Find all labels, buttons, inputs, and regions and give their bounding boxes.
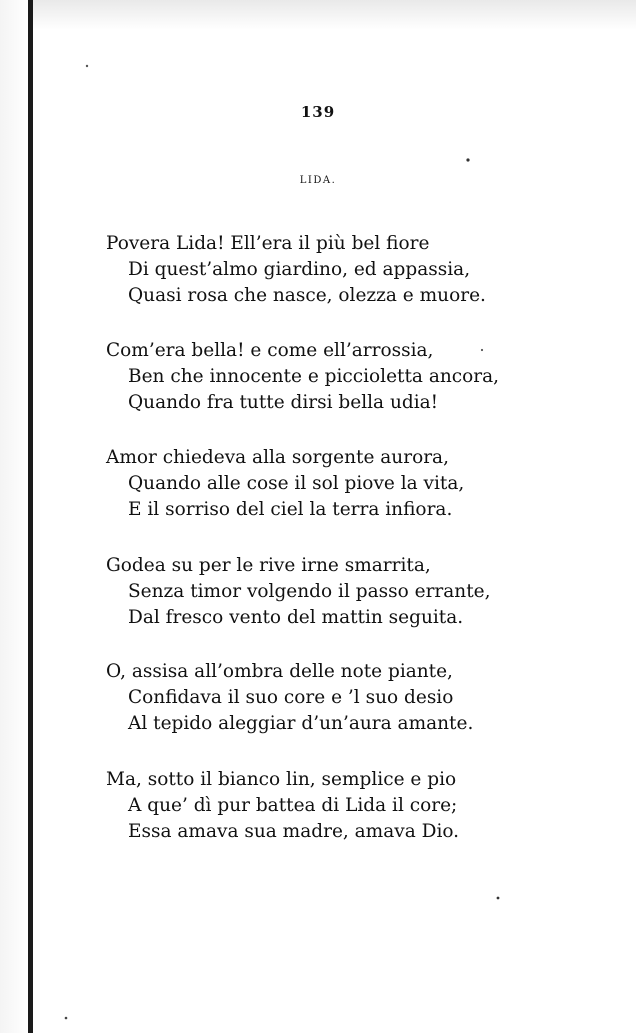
poem-line: O, assisa all’ombra delle note piante, bbox=[106, 661, 453, 682]
poem-line: Ma, sotto il bianco lin, semplice e pio bbox=[106, 769, 457, 790]
poem-line: Godea su per le rive irne smarrita, bbox=[106, 555, 431, 576]
poem-line: Amor chiedeva alla sorgente aurora, bbox=[106, 447, 449, 468]
paper-speck bbox=[466, 158, 469, 161]
poem-line: Com’era bella! e come ell’arrossia, bbox=[106, 340, 434, 361]
paper-speck bbox=[481, 349, 483, 351]
poem-line: Quasi rosa che nasce, olezza e muore. bbox=[128, 285, 486, 306]
poem-line: Ben che innocente e piccioletta ancora, bbox=[128, 366, 500, 387]
poem-title: LIDA. bbox=[299, 175, 337, 186]
poem-line: Quando alle cose il sol piove la vita, bbox=[128, 473, 465, 494]
poem-line: Povera Lida! Ell’era il più bel fiore bbox=[106, 233, 430, 254]
poem-line: E il sorriso del ciel la terra infiora. bbox=[128, 499, 453, 520]
binding-edge bbox=[28, 0, 33, 1033]
poem-line: Essa amava sua madre, amava Dio. bbox=[128, 821, 460, 842]
poem-line: Confidava il suo core e ’l suo desio bbox=[128, 687, 454, 708]
paper-speck bbox=[497, 897, 500, 900]
paper-speck bbox=[86, 65, 88, 67]
poem-line: Quando fra tutte dirsi bella udia! bbox=[128, 392, 439, 413]
poem-line: Dal fresco vento del mattin seguita. bbox=[128, 607, 464, 628]
poem-line: Di quest’almo giardino, ed appassia, bbox=[128, 259, 471, 280]
poem-line: Senza timor volgendo il passo errante, bbox=[128, 581, 491, 602]
poem-line: Al tepido aleggiar d’un’aura amante. bbox=[128, 713, 474, 734]
paper-speck bbox=[65, 1017, 68, 1020]
binding-shadow bbox=[0, 0, 28, 1033]
poem-line: A que’ dì pur battea di Lida il core; bbox=[128, 795, 458, 816]
page-number: 139 bbox=[300, 103, 336, 121]
